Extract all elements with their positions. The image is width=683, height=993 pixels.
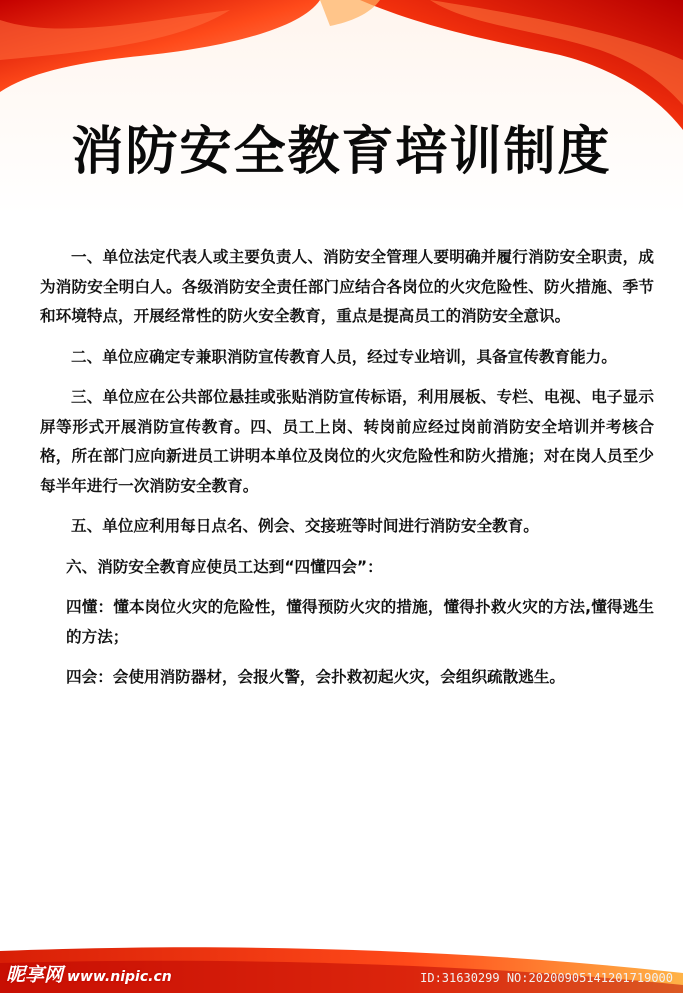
paragraph-6: 六、消防安全教育应使员工达到“四懂四会”： xyxy=(66,557,383,576)
watermark-id: ID:31630299 NO:20200905141201719000 xyxy=(420,971,673,985)
watermark-logo-text: 昵享网 xyxy=(6,964,64,986)
paragraph-2: 二、单位应确定专兼职消防宣传教育人员，经过专业培训，具备宣传教育能力。 xyxy=(71,347,617,366)
paragraph-5: 五、单位应利用每日点名、例会、交接班等时间进行消防安全教育。 xyxy=(71,517,539,535)
red-silk-decoration xyxy=(0,0,683,130)
watermark-site: www.nipic.cn xyxy=(67,969,172,985)
watermark-logo xyxy=(6,960,172,987)
paragraph-3: 三、单位应在公共部位悬挂或张贴消防宣传标语，利用展板、专栏、电视、电子显示屏等形式开展消防宣传教育。四、员工上岗、转岗前应经过岗前消防安全培训并考核合格，所在部门应向新进员工讲明本单位及岗位的火灾危险性和防火措施；对在岗人员至少每半年进行一次消防安全教育。 xyxy=(40,388,654,495)
four-understand: 四懂：懂本岗位火灾的危险性，懂得预防火灾的措施，懂得扑救火灾的方法,懂得逃生的方法； xyxy=(66,598,654,646)
four-able: 四会：会使用消防器材，会报火警，会扑救初起火灾，会组织疏散逃生。 xyxy=(66,668,566,686)
paragraph-1: 一、单位法定代表人或主要负责人、消防安全管理人要明确并履行消防安全职责，成为消防安全明白人。各级消防安全责任部门应结合各岗位的火灾危险性、防火措施、季节和环境特点，开展经常性的防火安全教育，重点是提高员工的消防安全意识。 xyxy=(40,248,654,325)
page-title: 消防安全教育培训制度 xyxy=(71,122,612,182)
regulation-body xyxy=(40,243,654,693)
